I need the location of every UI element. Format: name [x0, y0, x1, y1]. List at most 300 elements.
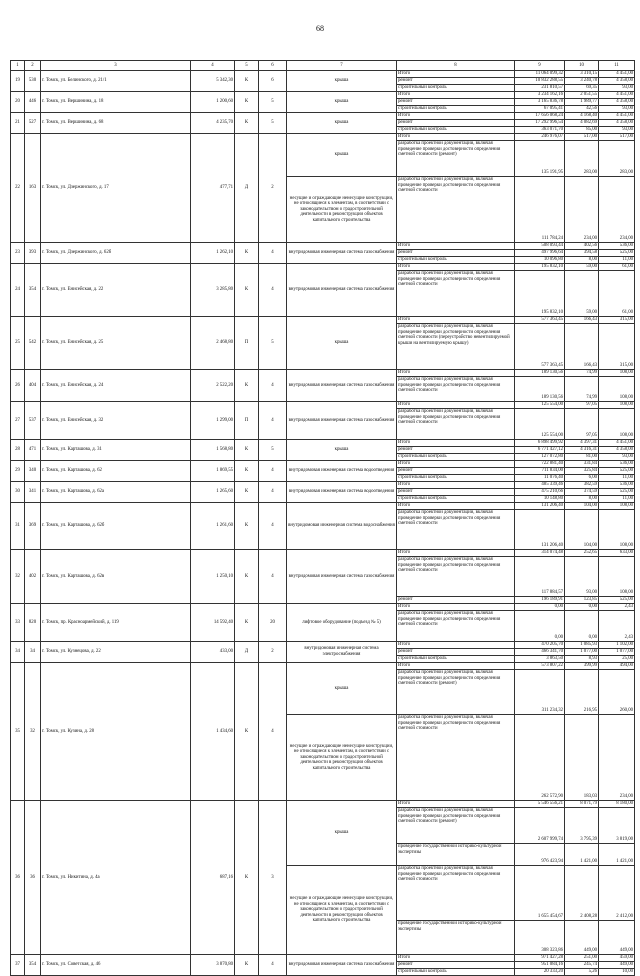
row-number: 35 — [11, 663, 25, 801]
work-element: внутридомовая инженерная система газоснабжения — [287, 264, 397, 317]
cost-total: 308 323,86 — [515, 921, 565, 955]
cost-per-sqm: 81,00 — [565, 454, 599, 461]
col-number: 3 — [41, 61, 191, 71]
work-type: разработка проектной документации, включая проведение проверки достоверности определения сметной стоимости (ремонт) — [397, 141, 515, 177]
cost-limit: 93,00 — [599, 454, 635, 461]
cost-total: 6 898 499,92 — [515, 440, 565, 447]
work-type: разработка проектной документации, включая проведение проверки достоверности определения сметной стоимости — [397, 271, 515, 317]
house-address: г. Томск, ул. Карташова, д. 31 — [41, 440, 191, 461]
work-type: разработка проектной документации, включая проведение проверки достоверности определения сметной стоимости — [397, 611, 515, 642]
cost-limit: 4 451,00 — [599, 440, 635, 447]
cost-per-sqm: 402,56 — [565, 243, 599, 250]
work-element: внутридомовая инженерная система водоотведения — [287, 482, 397, 503]
cost-per-sqm: 216,95 — [565, 670, 599, 715]
cost-total: 11 064 099,32 — [515, 71, 565, 78]
cost-limit: 108,00 — [599, 510, 635, 550]
work-type: Итого — [397, 92, 515, 99]
table-row — [11, 604, 635, 611]
house-address: г. Томск, ул. Енисейская, д. 32 — [41, 402, 191, 440]
cost-total: 577 363,45 — [515, 324, 565, 370]
cost-per-sqm: 104,00 — [565, 510, 599, 550]
cost-limit: 93,00 — [599, 106, 635, 113]
cost-limit: 633,00 — [599, 550, 635, 557]
cost-total: 125 554,00 — [515, 402, 565, 409]
cost-total: 10 832 288,55 — [515, 78, 565, 85]
row-number: 30 — [11, 482, 25, 503]
cost-total: 475 210,66 — [515, 489, 565, 496]
work-type: ремонт — [397, 489, 515, 496]
cost-limit: 525,00 — [599, 468, 635, 475]
cost-total: 314 074,48 — [515, 550, 565, 557]
cost-per-sqm: 234,00 — [565, 177, 599, 243]
cost-limit: 459,00 — [599, 955, 635, 962]
work-type: Итого — [397, 955, 515, 962]
house-address: г. Томск, ул. Белинского, д. 21/1 — [41, 71, 191, 92]
work-type: ремонт — [397, 447, 515, 454]
house-floors: 4 — [259, 264, 287, 317]
house-area: 1 299,00 — [191, 402, 235, 440]
cost-total: 11 076,40 — [515, 475, 565, 482]
cost-limit: 1 102,00 — [599, 642, 635, 649]
page-number: 68 — [316, 24, 324, 33]
work-type: строительный контроль — [397, 257, 515, 264]
work-type: разработка проектной документации, включая проведение проверки достоверности определения сметной стоимости (ремонт) — [397, 670, 515, 715]
cost-per-sqm: 3 795,39 — [565, 808, 599, 844]
cost-per-sqm: 85,00 — [565, 127, 599, 134]
cost-total: 189 130,56 — [515, 370, 565, 377]
house-id: 34 — [25, 642, 41, 663]
house-address: г. Томск, ул. Вершинина, д. 18 — [41, 92, 191, 113]
table-row — [11, 642, 635, 649]
house-address: г. Томск, ул. Енисейская, д. 25 — [41, 317, 191, 370]
house-area: 3 870,80 — [191, 955, 235, 976]
house-area: 1 200,60 — [191, 92, 235, 113]
row-number: 26 — [11, 370, 25, 402]
cost-limit: 4 358,00 — [599, 99, 635, 106]
work-type: Итого — [397, 71, 515, 78]
house-address: г. Томск, ул. Дзержинского, д. 17 — [41, 134, 191, 243]
work-type: строительный контроль — [397, 496, 515, 503]
house-floors: 4 — [259, 402, 287, 440]
work-element: несущие и ограждающие ненесущие конструкции, не относящиеся к элементам, в соответствии с законодательством о градостроительной деятельности в реконструкции объектов капитального строительства — [287, 866, 397, 955]
work-type: Итого — [397, 370, 515, 377]
house-address: г. Томск, ул. Карташова, д. 62б — [41, 503, 191, 550]
work-element: внутридомовая инженерная система водоотведения — [287, 461, 397, 482]
work-type: разработка проектной документации, включая проведение проверки достоверности определения сметной стоимости — [397, 715, 515, 801]
work-type: строительный контроль — [397, 127, 515, 134]
cost-total: 127 072,80 — [515, 454, 565, 461]
house-id: 404 — [25, 370, 41, 402]
work-type: строительный контроль — [397, 454, 515, 461]
cost-limit: 108,00 — [599, 503, 635, 510]
cost-per-sqm: 517,00 — [565, 134, 599, 141]
cost-limit: 4 451,00 — [599, 113, 635, 120]
cost-total: 111 784,24 — [515, 177, 565, 243]
work-type: Итого — [397, 317, 515, 324]
cost-total: 311 234,32 — [515, 670, 565, 715]
work-type: разработка проектной документации, включая проведение проверки достоверности определения сметной стоимости — [397, 510, 515, 550]
work-type: ремонт — [397, 468, 515, 475]
cost-limit: 93,00 — [599, 127, 635, 134]
house-area: 5 342,30 — [191, 71, 235, 92]
row-number: 31 — [11, 503, 25, 550]
house-area: 2 468,80 — [191, 317, 235, 370]
column-number-row — [11, 61, 635, 71]
col-number: 9 — [515, 61, 565, 71]
house-id: 542 — [25, 317, 41, 370]
cost-limit: 517,00 — [599, 134, 635, 141]
work-element: внутридомовая инженерная система электроснабжения — [287, 642, 397, 663]
cost-limit: 525,00 — [599, 250, 635, 257]
cost-limit: 1 421,00 — [599, 844, 635, 866]
work-type: строительный контроль — [397, 656, 515, 663]
work-type: Итого — [397, 264, 515, 271]
row-number: 32 — [11, 550, 25, 604]
house-id: 537 — [25, 402, 41, 440]
row-number: 37 — [11, 955, 25, 976]
house-id: 471 — [25, 440, 41, 461]
cost-per-sqm: 2 051,55 — [565, 92, 599, 99]
work-type: проведение государственной историко-культурной экспертизы — [397, 844, 515, 866]
house-category: К — [235, 503, 259, 550]
house-area: 1 250,10 — [191, 550, 235, 604]
cost-per-sqm: 251,00 — [565, 955, 599, 962]
work-element: внутридомовая инженерная система газоснабжения — [287, 402, 397, 440]
house-id: 36 — [25, 801, 41, 955]
repair-plan-table — [10, 60, 635, 976]
cost-total: 117 884,57 — [515, 557, 565, 597]
house-category: П — [235, 402, 259, 440]
house-area: 1 265,60 — [191, 482, 235, 503]
cost-per-sqm: 374,59 — [565, 489, 599, 496]
cost-limit: 10,00 — [599, 969, 635, 976]
cost-limit: 234,00 — [599, 177, 635, 243]
work-type: разработка проектной документации, включая проведение проверки достоверности определения сметной стоимости (ремонт) — [397, 808, 515, 844]
cost-total: 466 341,70 — [515, 649, 565, 656]
cost-total: 195 832,10 — [515, 264, 565, 271]
house-category: Д — [235, 642, 259, 663]
cost-total: 485 339,46 — [515, 482, 565, 489]
cost-per-sqm: 166,43 — [565, 324, 599, 370]
cost-total: 131 206,40 — [515, 510, 565, 550]
house-category: К — [235, 482, 259, 503]
cost-total: 577 363,45 — [515, 317, 565, 324]
work-element: несущие и ограждающие ненесущие конструкции, не относящиеся к элементам, в соответствии с законодательством о градостроительной деятельности в реконструкции объектов капитального строительства — [287, 177, 397, 243]
cost-limit: 8 180,00 — [599, 801, 635, 808]
house-category: К — [235, 92, 259, 113]
work-type: разработка проектной документации, включая проведение проверки достоверности определения сметной стоимости — [397, 557, 515, 597]
cost-per-sqm: 2 408,28 — [565, 866, 599, 921]
cost-limit: 283,00 — [599, 141, 635, 177]
table-row — [11, 503, 635, 510]
house-id: 393 — [25, 243, 41, 264]
house-area: 1 262,10 — [191, 243, 235, 264]
cost-per-sqm: 8 071,79 — [565, 801, 599, 808]
cost-limit: 525,00 — [599, 597, 635, 604]
work-element: крыша — [287, 440, 397, 461]
house-area: 687,16 — [191, 801, 235, 955]
work-type: ремонт — [397, 99, 515, 106]
cost-total: 246 976,07 — [515, 134, 565, 141]
cost-per-sqm: 0,00 — [565, 604, 599, 611]
cost-per-sqm: 4 316,31 — [565, 447, 599, 454]
cost-per-sqm: 74,99 — [565, 377, 599, 402]
work-element: внутридомовая инженерная система газоснабжения — [287, 370, 397, 402]
table-row — [11, 71, 635, 78]
cost-per-sqm: 4 082,69 — [565, 120, 599, 127]
work-type: разработка проектной документации, включая проведение проверки достоверности определения сметной стоимости — [397, 377, 515, 402]
table-row — [11, 113, 635, 120]
cost-limit: 315,00 — [599, 324, 635, 370]
house-category: К — [235, 461, 259, 482]
cost-total: 10 148,80 — [515, 496, 565, 503]
cost-limit: 4 358,00 — [599, 447, 635, 454]
cost-per-sqm: 42,56 — [565, 106, 599, 113]
house-area: 1 261,60 — [191, 503, 235, 550]
cost-limit: 1 077,00 — [599, 649, 635, 656]
work-element: крыша — [287, 663, 397, 715]
work-element: крыша — [287, 113, 397, 134]
work-type: Итого — [397, 642, 515, 649]
cost-per-sqm: 74,99 — [565, 370, 599, 377]
cost-total: 470 205,70 — [515, 642, 565, 649]
house-category: К — [235, 370, 259, 402]
house-id: 341 — [25, 482, 41, 503]
cost-per-sqm: 97,05 — [565, 402, 599, 409]
house-id: 402 — [25, 550, 41, 604]
cost-per-sqm: 394,58 — [565, 250, 599, 257]
house-address: г. Томск, ул. Енисейская, д. 22 — [41, 264, 191, 317]
house-floors: 5 — [259, 92, 287, 113]
cost-limit: 2 412,00 — [599, 866, 635, 921]
house-floors: 5 — [259, 113, 287, 134]
cost-per-sqm: 245,74 — [565, 962, 599, 969]
row-number: 34 — [11, 642, 25, 663]
work-element: крыша — [287, 71, 397, 92]
house-floors: 5 — [259, 317, 287, 370]
house-id: 354 — [25, 955, 41, 976]
table-row — [11, 92, 635, 99]
house-floors: 2 — [259, 134, 287, 243]
row-number: 23 — [11, 243, 25, 264]
table-row — [11, 243, 635, 250]
work-element: крыша — [287, 92, 397, 113]
cost-total: 0,00 — [515, 604, 565, 611]
work-type: строительный контроль — [397, 969, 515, 976]
work-type: строительный контроль — [397, 85, 515, 92]
cost-limit: 449,00 — [599, 962, 635, 969]
work-element: внутридомовая инженерная система газоснабжения — [287, 955, 397, 976]
row-number: 27 — [11, 402, 25, 440]
cost-limit: 93,00 — [599, 85, 635, 92]
work-type: ремонт — [397, 250, 515, 257]
house-floors: 4 — [259, 482, 287, 503]
work-type: Итого — [397, 440, 515, 447]
cost-per-sqm: 97,05 — [565, 409, 599, 440]
cost-limit: 4 451,00 — [599, 92, 635, 99]
house-area: 14 592,40 — [191, 604, 235, 642]
cost-total: 573 807,22 — [515, 663, 565, 670]
cost-limit: 536,00 — [599, 461, 635, 468]
house-category: К — [235, 604, 259, 642]
col-number: 6 — [259, 61, 287, 71]
work-type: Итого — [397, 134, 515, 141]
house-id: 530 — [25, 71, 41, 92]
house-floors: 4 — [259, 370, 287, 402]
row-number: 24 — [11, 264, 25, 317]
cost-total: 508 093,44 — [515, 243, 565, 250]
work-type: ремонт — [397, 649, 515, 656]
work-type: разработка проектной документации, включая проведение проверки достоверности определения сметной стоимости — [397, 866, 515, 921]
row-number: 28 — [11, 440, 25, 461]
house-address: г. Томск, ул. Енисейская, д. 24 — [41, 370, 191, 402]
cost-per-sqm: 1 085,93 — [565, 642, 599, 649]
house-address: г. Томск, пр. Красноармейский, д. 119 — [41, 604, 191, 642]
table-row — [11, 461, 635, 468]
house-category: К — [235, 264, 259, 317]
cost-total: 231 810,57 — [515, 85, 565, 92]
cost-per-sqm: 283,00 — [565, 141, 599, 177]
cost-limit: 525,00 — [599, 489, 635, 496]
work-element: крыша — [287, 801, 397, 866]
cost-per-sqm: 183,03 — [565, 715, 599, 801]
row-number: 33 — [11, 604, 25, 642]
cost-per-sqm: 331,84 — [565, 461, 599, 468]
cost-total: 20 333,20 — [515, 969, 565, 976]
row-number: 19 — [11, 71, 25, 92]
work-type: проведение государственной историко-культурной экспертизы — [397, 921, 515, 955]
cost-limit: 2,43 — [599, 611, 635, 642]
house-area: 477,71 — [191, 134, 235, 243]
cost-per-sqm: 399,99 — [565, 663, 599, 670]
cost-total: 6 771 427,12 — [515, 447, 565, 454]
cost-total: 5 546 556,21 — [515, 801, 565, 808]
house-id: 527 — [25, 113, 41, 134]
cost-limit: 108,00 — [599, 409, 635, 440]
cost-limit: 234,00 — [599, 715, 635, 801]
house-area: 1 434,60 — [191, 663, 235, 801]
table-row — [11, 801, 635, 808]
house-floors: 4 — [259, 503, 287, 550]
col-number: 8 — [397, 61, 515, 71]
cost-limit: 108,00 — [599, 402, 635, 409]
cost-limit: 108,00 — [599, 557, 635, 597]
house-address: г. Томск, ул. Кузина, д. 28 — [41, 663, 191, 801]
col-number: 4 — [191, 61, 235, 71]
table-row — [11, 482, 635, 489]
cost-total: 125 554,00 — [515, 409, 565, 440]
cost-limit: 11,00 — [599, 475, 635, 482]
work-type: строительный контроль — [397, 106, 515, 113]
cost-total: 497 996,64 — [515, 250, 565, 257]
col-number: 11 — [599, 61, 635, 71]
work-type: строительный контроль — [397, 475, 515, 482]
cost-per-sqm: 59,00 — [565, 271, 599, 317]
cost-per-sqm: 69,35 — [565, 85, 599, 92]
cost-limit: 3 819,00 — [599, 808, 635, 844]
table-row — [11, 663, 635, 670]
house-area: 2 522,20 — [191, 370, 235, 402]
cost-per-sqm: 1 421,00 — [565, 844, 599, 866]
work-type: ремонт — [397, 120, 515, 127]
cost-total: 971 427,28 — [515, 955, 565, 962]
row-number: 22 — [11, 134, 25, 243]
table-row — [11, 440, 635, 447]
cost-limit: 11,00 — [599, 496, 635, 503]
house-address: г. Томск, ул. Никитина, д. 4а — [41, 801, 191, 955]
house-address: г. Томск, ул. Кузнецова, д. 22 — [41, 642, 191, 663]
work-type: разработка проектной документации, включая проведение проверки достоверности определения сметной стоимости — [397, 177, 515, 243]
work-type: ремонт — [397, 597, 515, 604]
cost-limit: 2,43 — [599, 604, 635, 611]
house-area: 1 869,55 — [191, 461, 235, 482]
cost-total: 722 881,40 — [515, 461, 565, 468]
cost-total: 2 607 999,74 — [515, 808, 565, 844]
cost-total: 189 130,56 — [515, 377, 565, 402]
cost-total: 711 834,00 — [515, 468, 565, 475]
house-floors: 4 — [259, 461, 287, 482]
house-category: К — [235, 71, 259, 92]
cost-total: 196 189,91 — [515, 597, 565, 604]
col-number: 7 — [287, 61, 397, 71]
house-id: 340 — [25, 461, 41, 482]
cost-per-sqm: 93,00 — [565, 557, 599, 597]
cost-per-sqm: 8,93 — [565, 656, 599, 663]
cost-per-sqm: 4 168,40 — [565, 113, 599, 120]
cost-total: 67 095,41 — [515, 106, 565, 113]
cost-total: 3 165 836,78 — [515, 99, 565, 106]
house-floors: 2 — [259, 642, 287, 663]
cost-per-sqm: 325,84 — [565, 468, 599, 475]
cost-limit: 25,00 — [599, 656, 635, 663]
house-floors: 4 — [259, 663, 287, 801]
cost-total: 195 832,10 — [515, 271, 565, 317]
house-category: К — [235, 955, 259, 976]
house-floors: 4 — [259, 550, 287, 604]
cost-limit: 108,00 — [599, 377, 635, 402]
work-type: разработка проектной документации, включая проведение проверки достоверности определения сметной стоимости — [397, 409, 515, 440]
cost-total: 363 071,70 — [515, 127, 565, 134]
house-id: 369 — [25, 503, 41, 550]
cost-limit: 536,00 — [599, 482, 635, 489]
col-number: 2 — [25, 61, 41, 71]
work-type: Итого — [397, 402, 515, 409]
cost-per-sqm: 123,85 — [565, 597, 599, 604]
house-floors: 4 — [259, 243, 287, 264]
work-type: Итого — [397, 503, 515, 510]
table-row — [11, 402, 635, 409]
cost-per-sqm: 8,00 — [565, 496, 599, 503]
work-type: Итого — [397, 113, 515, 120]
cost-total: 951 084,16 — [515, 962, 565, 969]
cost-per-sqm: 6,00 — [565, 475, 599, 482]
work-element: несущие и ограждающие ненесущие конструкции, не относящиеся к элементам, в соответствии с законодательством о градостроительной деятельности в реконструкции объектов капитального строительства — [287, 715, 397, 801]
cost-total: 1 655 454,67 — [515, 866, 565, 921]
work-type: Итого — [397, 663, 515, 670]
cost-limit: 494,00 — [599, 663, 635, 670]
cost-total: 131 206,40 — [515, 503, 565, 510]
house-category: К — [235, 550, 259, 604]
house-area: 4 235,70 — [191, 113, 235, 134]
cost-limit: 4 358,00 — [599, 78, 635, 85]
cost-per-sqm: 3 310,15 — [565, 71, 599, 78]
house-category: К — [235, 801, 259, 955]
house-area: 433,00 — [191, 642, 235, 663]
cost-limit: 11,00 — [599, 257, 635, 264]
cost-limit: 536,00 — [599, 243, 635, 250]
cost-per-sqm: 0,00 — [565, 611, 599, 642]
work-type: ремонт — [397, 78, 515, 85]
